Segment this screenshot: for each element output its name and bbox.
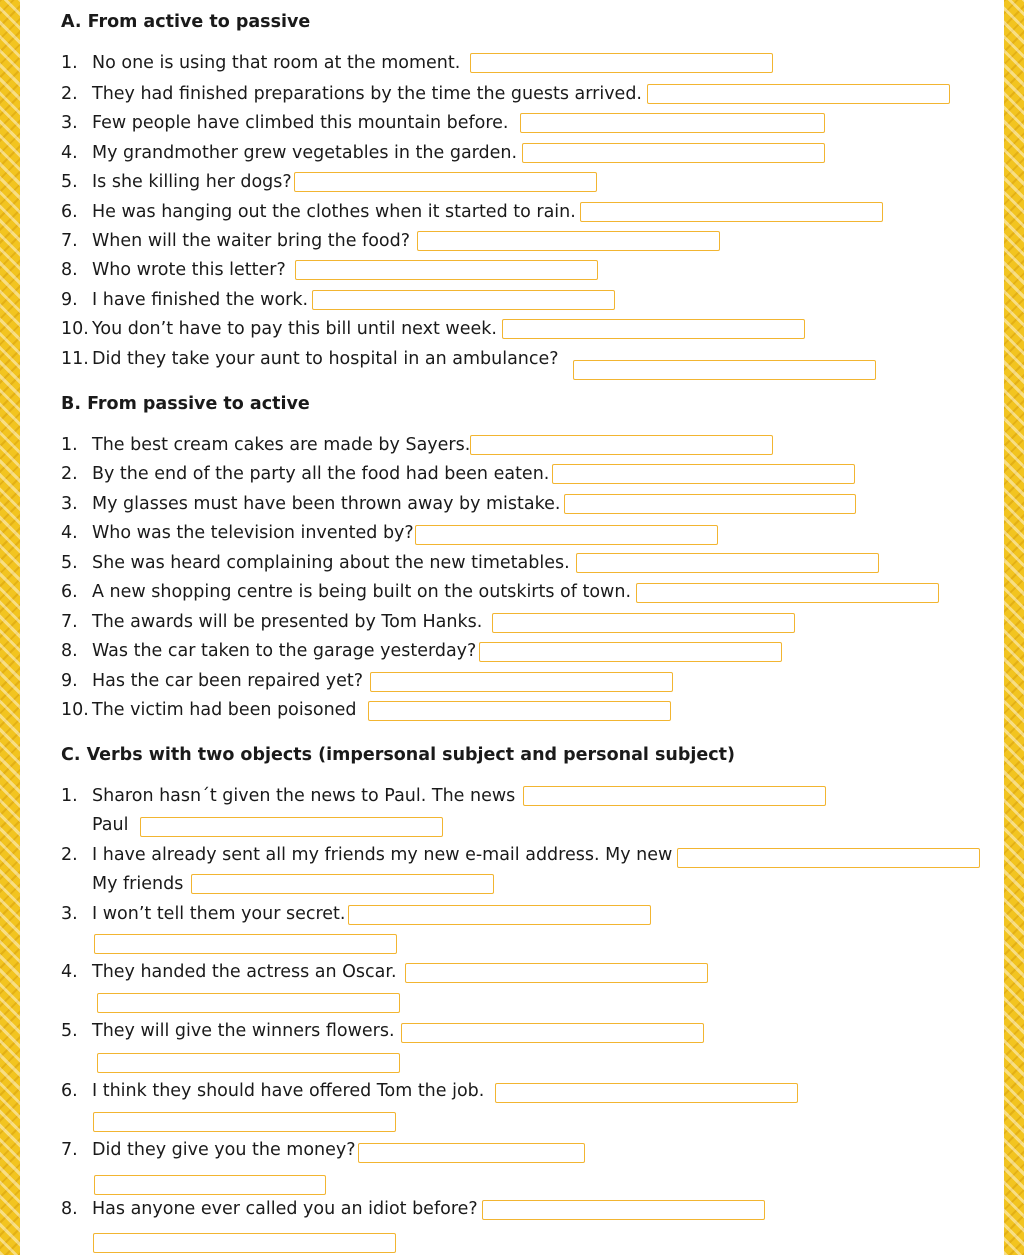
exercise-a-11: [61, 348, 559, 370]
item-sentence: They will give the winners flowers.: [92, 1021, 395, 1041]
exercise-b-1: [61, 434, 470, 456]
item-sentence: They handed the actress an Oscar.: [92, 962, 397, 982]
item-number: 6.: [61, 582, 78, 602]
answer-box-c-1a[interactable]: [523, 786, 826, 806]
item-number: 7.: [61, 1140, 78, 1160]
item-sentence: By the end of the party all the food had been eaten.: [92, 464, 550, 484]
answer-box-c-5b[interactable]: [97, 1053, 400, 1073]
item-sentence: The best cream cakes are made by Sayers.: [92, 435, 471, 455]
answer-box-a-9[interactable]: [312, 290, 615, 310]
exercise-a-6: [61, 201, 576, 223]
answer-box-a-3[interactable]: [520, 113, 825, 133]
exercise-c-2-cont: My friends: [92, 874, 184, 894]
item-number: 4.: [61, 962, 78, 982]
answer-box-c-6b[interactable]: [93, 1112, 396, 1132]
exercise-a-1: [61, 52, 460, 74]
exercise-a-4: [61, 142, 517, 164]
answer-box-b-5[interactable]: [576, 553, 879, 573]
exercise-c-7: [61, 1139, 356, 1161]
item-sentence: Was the car taken to the garage yesterday?: [92, 641, 477, 661]
item-number: 4.: [61, 523, 78, 543]
answer-box-c-6a[interactable]: [495, 1083, 798, 1103]
answer-box-b-9[interactable]: [370, 672, 673, 692]
item-number: 11.: [61, 349, 89, 369]
answer-box-a-1[interactable]: [470, 53, 773, 73]
item-number: 5.: [61, 1021, 78, 1041]
item-number: 3.: [61, 494, 78, 514]
item-number: 2.: [61, 84, 78, 104]
answer-box-c-7b[interactable]: [94, 1175, 326, 1195]
answer-box-a-10[interactable]: [502, 319, 805, 339]
exercise-c-6: [61, 1080, 484, 1102]
exercise-b-6: [61, 581, 631, 603]
item-sentence: I have already sent all my friends my new e-mail address. My new: [92, 845, 673, 865]
exercise-b-7: [61, 611, 482, 633]
item-number: 1.: [61, 53, 78, 73]
exercise-a-9: [61, 289, 308, 311]
item-sentence: The awards will be presented by Tom Hanks.: [92, 612, 483, 632]
item-sentence: Has the car been repaired yet?: [92, 671, 364, 691]
exercise-b-3: [61, 493, 560, 515]
item-sentence: My glasses must have been thrown away by mistake.: [92, 494, 561, 514]
item-number: 10.: [61, 700, 89, 720]
section-b-title: B. From passive to active: [61, 394, 310, 414]
item-sentence: He was hanging out the clothes when it started to rain.: [92, 202, 576, 222]
answer-box-b-4[interactable]: [415, 525, 718, 545]
answer-box-c-2a[interactable]: [677, 848, 980, 868]
answer-box-c-4a[interactable]: [405, 963, 708, 983]
item-sentence: Did they give you the money?: [92, 1140, 356, 1160]
item-sentence: Did they take your aunt to hospital in an ambulance?: [92, 349, 559, 369]
answer-box-b-7[interactable]: [492, 613, 795, 633]
item-sentence: The victim had been poisoned: [92, 700, 357, 720]
answer-box-c-1b[interactable]: [140, 817, 443, 837]
answer-box-a-11[interactable]: [573, 360, 876, 380]
answer-box-c-7a[interactable]: [358, 1143, 585, 1163]
item-number: 1.: [61, 435, 78, 455]
answer-box-c-4b[interactable]: [97, 993, 400, 1013]
item-sentence: Who was the television invented by?: [92, 523, 414, 543]
exercise-a-7: [61, 230, 410, 252]
answer-box-a-4[interactable]: [522, 143, 825, 163]
answer-box-a-7[interactable]: [417, 231, 720, 251]
item-number: 3.: [61, 904, 78, 924]
item-number: 2.: [61, 464, 78, 484]
item-number: 8.: [61, 1199, 78, 1219]
item-number: 6.: [61, 202, 78, 222]
item-number: 9.: [61, 671, 78, 691]
exercise-c-5: [61, 1020, 395, 1042]
item-number: 7.: [61, 612, 78, 632]
item-number: 6.: [61, 1081, 78, 1101]
answer-box-c-3b[interactable]: [94, 934, 397, 954]
item-sentence: Has anyone ever called you an idiot before?: [92, 1199, 478, 1219]
exercise-b-5: [61, 552, 570, 574]
answer-box-b-2[interactable]: [552, 464, 855, 484]
answer-box-c-3a[interactable]: [348, 905, 651, 925]
answer-box-a-2[interactable]: [647, 84, 950, 104]
exercise-a-3: [61, 112, 509, 134]
answer-box-b-3[interactable]: [564, 494, 856, 514]
decorative-border-right: [1004, 0, 1024, 1255]
section-c-title: C. Verbs with two objects (impersonal subject and personal subject): [61, 745, 735, 765]
item-sentence: They had finished preparations by the time the guests arrived.: [92, 84, 642, 104]
exercise-c-1: [61, 785, 515, 807]
item-sentence: Few people have climbed this mountain before.: [92, 113, 509, 133]
exercise-b-10: [61, 699, 357, 721]
item-number: 8.: [61, 641, 78, 661]
item-number: 8.: [61, 260, 78, 280]
item-sentence: A new shopping centre is being built on the outskirts of town.: [92, 582, 632, 602]
item-sentence: I have finished the work.: [92, 290, 309, 310]
item-number: 2.: [61, 845, 78, 865]
answer-box-c-8b[interactable]: [93, 1233, 396, 1253]
exercise-b-9: [61, 670, 363, 692]
item-number: 1.: [61, 786, 78, 806]
exercise-b-8: [61, 640, 476, 662]
item-sentence: Who wrote this letter?: [92, 260, 286, 280]
exercise-a-5: [61, 171, 292, 193]
exercise-c-1-cont: Paul: [92, 815, 129, 835]
answer-box-b-1[interactable]: [470, 435, 773, 455]
exercise-c-2: [61, 844, 672, 866]
item-sentence: I think they should have offered Tom the job.: [92, 1081, 485, 1101]
item-number: 7.: [61, 231, 78, 251]
item-sentence: You don’t have to pay this bill until next week.: [92, 319, 497, 339]
item-sentence: She was heard complaining about the new timetables.: [92, 553, 570, 573]
item-sentence: My grandmother grew vegetables in the garden.: [92, 143, 518, 163]
exercise-c-4: [61, 961, 397, 983]
answer-box-b-10[interactable]: [368, 701, 671, 721]
item-sentence: No one is using that room at the moment.: [92, 53, 461, 73]
answer-box-a-6[interactable]: [580, 202, 883, 222]
exercise-b-2: [61, 463, 549, 485]
item-number: 10.: [61, 319, 89, 339]
answer-box-b-6[interactable]: [636, 583, 939, 603]
item-sentence: When will the waiter bring the food?: [92, 231, 411, 251]
item-sentence: Sharon hasn´t given the news to Paul. The news: [92, 786, 516, 806]
item-number: 9.: [61, 290, 78, 310]
exercise-a-10: [61, 318, 497, 340]
answer-box-c-5a[interactable]: [401, 1023, 704, 1043]
item-number: 5.: [61, 172, 78, 192]
item-sentence: Is she killing her dogs?: [92, 172, 292, 192]
answer-box-c-2b[interactable]: [191, 874, 494, 894]
exercise-a-8: [61, 259, 286, 281]
item-number: 3.: [61, 113, 78, 133]
answer-box-a-5[interactable]: [294, 172, 597, 192]
item-number: 4.: [61, 143, 78, 163]
answer-box-c-8a[interactable]: [482, 1200, 765, 1220]
item-number: 5.: [61, 553, 78, 573]
exercise-a-2: [61, 83, 642, 105]
decorative-border-left: [0, 0, 20, 1255]
exercise-c-3: [61, 903, 346, 925]
item-sentence: I won’t tell them your secret.: [92, 904, 346, 924]
exercise-b-4: [61, 522, 414, 544]
answer-box-b-8[interactable]: [479, 642, 782, 662]
exercise-c-8: [61, 1198, 478, 1220]
section-a-title: A. From active to passive: [61, 12, 311, 32]
answer-box-a-8[interactable]: [295, 260, 598, 280]
